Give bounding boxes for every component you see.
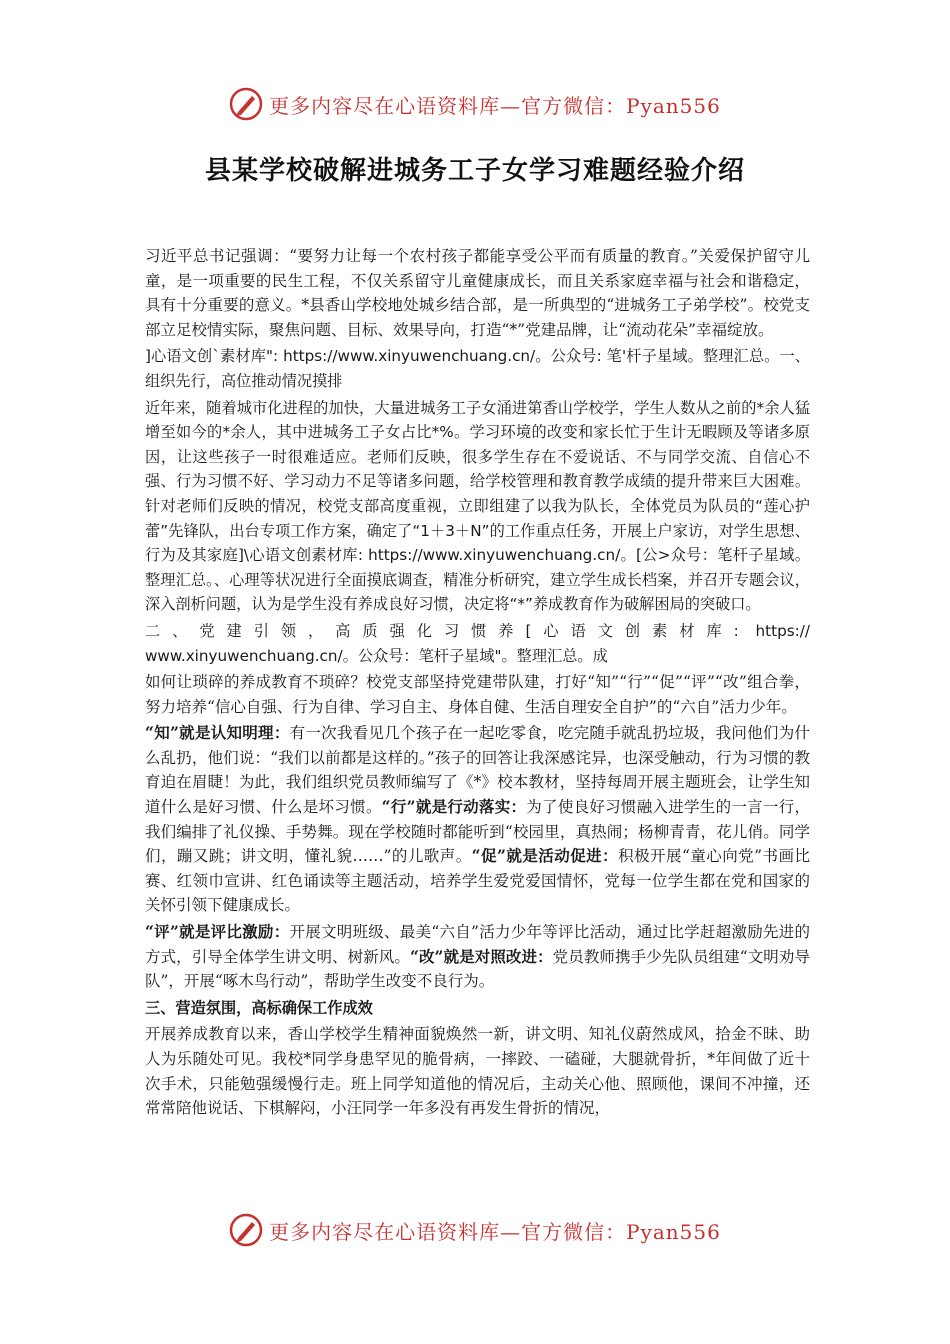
document-body [145, 244, 810, 1123]
paragraph-source-heading-1: ]心语文创`素材库": https://www.xinyuwenchuang.cn/。公众号: 笔'杆子星域。整理汇总。一、组织先行，高位推动情况摸排 [145, 347, 810, 390]
section-2-heading-line-2: www.xinyuwenchuang.cn/。公众号：笔杆子星域"。整理汇总。成 [145, 646, 608, 665]
text-ping: 开展文明班级、最美“六自”活力少年等评比活动，通过比学赶超激励先进的方式，引导全体学生讲文明、树新风。 [145, 923, 810, 966]
paragraph-intro: 习近平总书记强调：“要努力让每一个农村孩子都能享受公平而有质量的教育。”关爱保护留守儿童，是一项重要的民生工程，不仅关系留守儿童健康成长，而且关系家庭幸福与社会和谐稳定，具有十分重要的意义。*县香山学校地处城乡结合部，是一所典型的“进城务工子弟学校”。校党支部立足校情实际，聚焦问题、目标、效果导向，打造“*”党建品牌，让“流动花朵”幸福绽放。 [145, 247, 810, 339]
footer-banner-text: 更多内容尽在心语资料库—官方微信：Pyan556 [269, 1219, 721, 1244]
bold-zhi: “知”就是认知明理： [145, 723, 290, 743]
bold-gai: “改”就是对照改进： [409, 946, 553, 966]
paragraph-section-1: 近年来，随着城市化进程的加快，大量进城务工子女涌进第香山学校学，学生人数从之前的*余人猛增至如今的*余人，其中进城务工子女占比*%。学习环境的改变和家长忙于生计无暇顾及等诸多原因，让这些孩子一时很难适应。老师们反映，很多学生存在不爱说话、不与同学交流、自信心不强、行为习惯不好、学习动力不足等诸多问题，给学校管理和教育教学成绩的提升带来巨大困难。针对老师们反映的情况，校党支部高度重视，立即组建了以我为队长，全体党员为队员的“莲心护蕾”先锋队，出台专项工作方案，确定了“1＋3＋N”的工作重点任务，开展上户家访，对学生思想、行为及其家庭]\心语文创素材库: https://www.xinyuwenchuang.cn/。[公>众号：笔杆子星域。整理汇总。、心理等状况进行全面摸底调查，精准分析研究，建立学生成长档案，并召开专题会议，深入剖析问题，认为是学生没有养成良好习惯，决定将“*”养成教育作为破解困局的突破口。 [145, 398, 810, 614]
text-zhi: 有一次我看见几个孩子在一起吃零食，吃完随手就乱扔垃圾，我问他们为什么乱扔，他们说：“我们以前都是这样的。”孩子的回答让我深感诧异，也深受触动，行为习惯的教育迫在眉睫！为此，我们组织党员教师编写了《*》校本教材，坚持每周开展主题班会，让学生知道什么是好习惯、什么是坏习惯。 [145, 724, 810, 817]
header-banner-text: 更多内容尽在心语资料库—官方微信：Pyan556 [269, 93, 721, 118]
paragraph-section-3: 开展养成教育以来，香山学校学生精神面貌焕然一新，讲文明、知礼仪蔚然成风，拾金不昧、助人为乐随处可见。我校*同学身患罕见的脆骨病，一摔跤、一磕碰，大腿就骨折，*年间做了近十次手术，只能勉强缓慢行走。班上同学知道他的情况后，主动关心他、照顾他，课间不冲撞，还常常陪他说话、下棋解闷，小汪同学一年多没有再发生骨折的情况， [145, 1025, 810, 1118]
pen-logo-icon [229, 87, 263, 121]
section-3-heading: 三、营造氛围，高标确保工作成效 [145, 998, 373, 1017]
document-title: 县某学校破解进城务工子女学习难题经验介绍 [204, 156, 745, 186]
paragraph-zhi-xing-cu [145, 721, 810, 918]
bold-cu: “促”就是活动促进： [471, 846, 619, 866]
text-cu: 积极开展“童心向党”书画比赛、红领巾宣讲、红色诵读等主题活动，培养学生爱党爱国情怀，党每一位学生都在党和国家的关怀引领下健康成长。 [145, 847, 810, 915]
text-gai: 党员教师携手少先队员组建“文明劝导队”，开展“啄木鸟行动”，帮助学生改变不良行为。 [145, 947, 810, 991]
bold-ping: “评”就是评比激励： [145, 922, 290, 942]
bold-xing: “行”就是行动落实： [381, 797, 527, 817]
text-xing: 为了使良好习惯融入进学生的一言一行，我们编排了礼仪操、手势舞。现在学校随时都能听到“校园里，真热闹；杨柳青青，花儿俏。同学们，蹦又跳；讲文明，懂礼貌……”的儿歌声。 [145, 798, 810, 866]
paragraph-section-2-intro: 如何让琐碎的养成教育不琐碎？校党支部坚持党建带队建，打好“知”“行”“促”“评”“改”组合拳，努力培养“信心自强、行为自律、学习自主、身体自健、生活自理安全自护”的“六自”活力少年。 [145, 673, 810, 716]
header-banner [0, 84, 950, 124]
pen-logo-icon [229, 1213, 263, 1247]
section-2-heading-line-1: 二、党建引领，高质强化习惯养[心语文创素材库: https:// [145, 621, 810, 640]
paragraph-ping-gai [145, 920, 810, 994]
footer-banner [0, 1210, 950, 1250]
